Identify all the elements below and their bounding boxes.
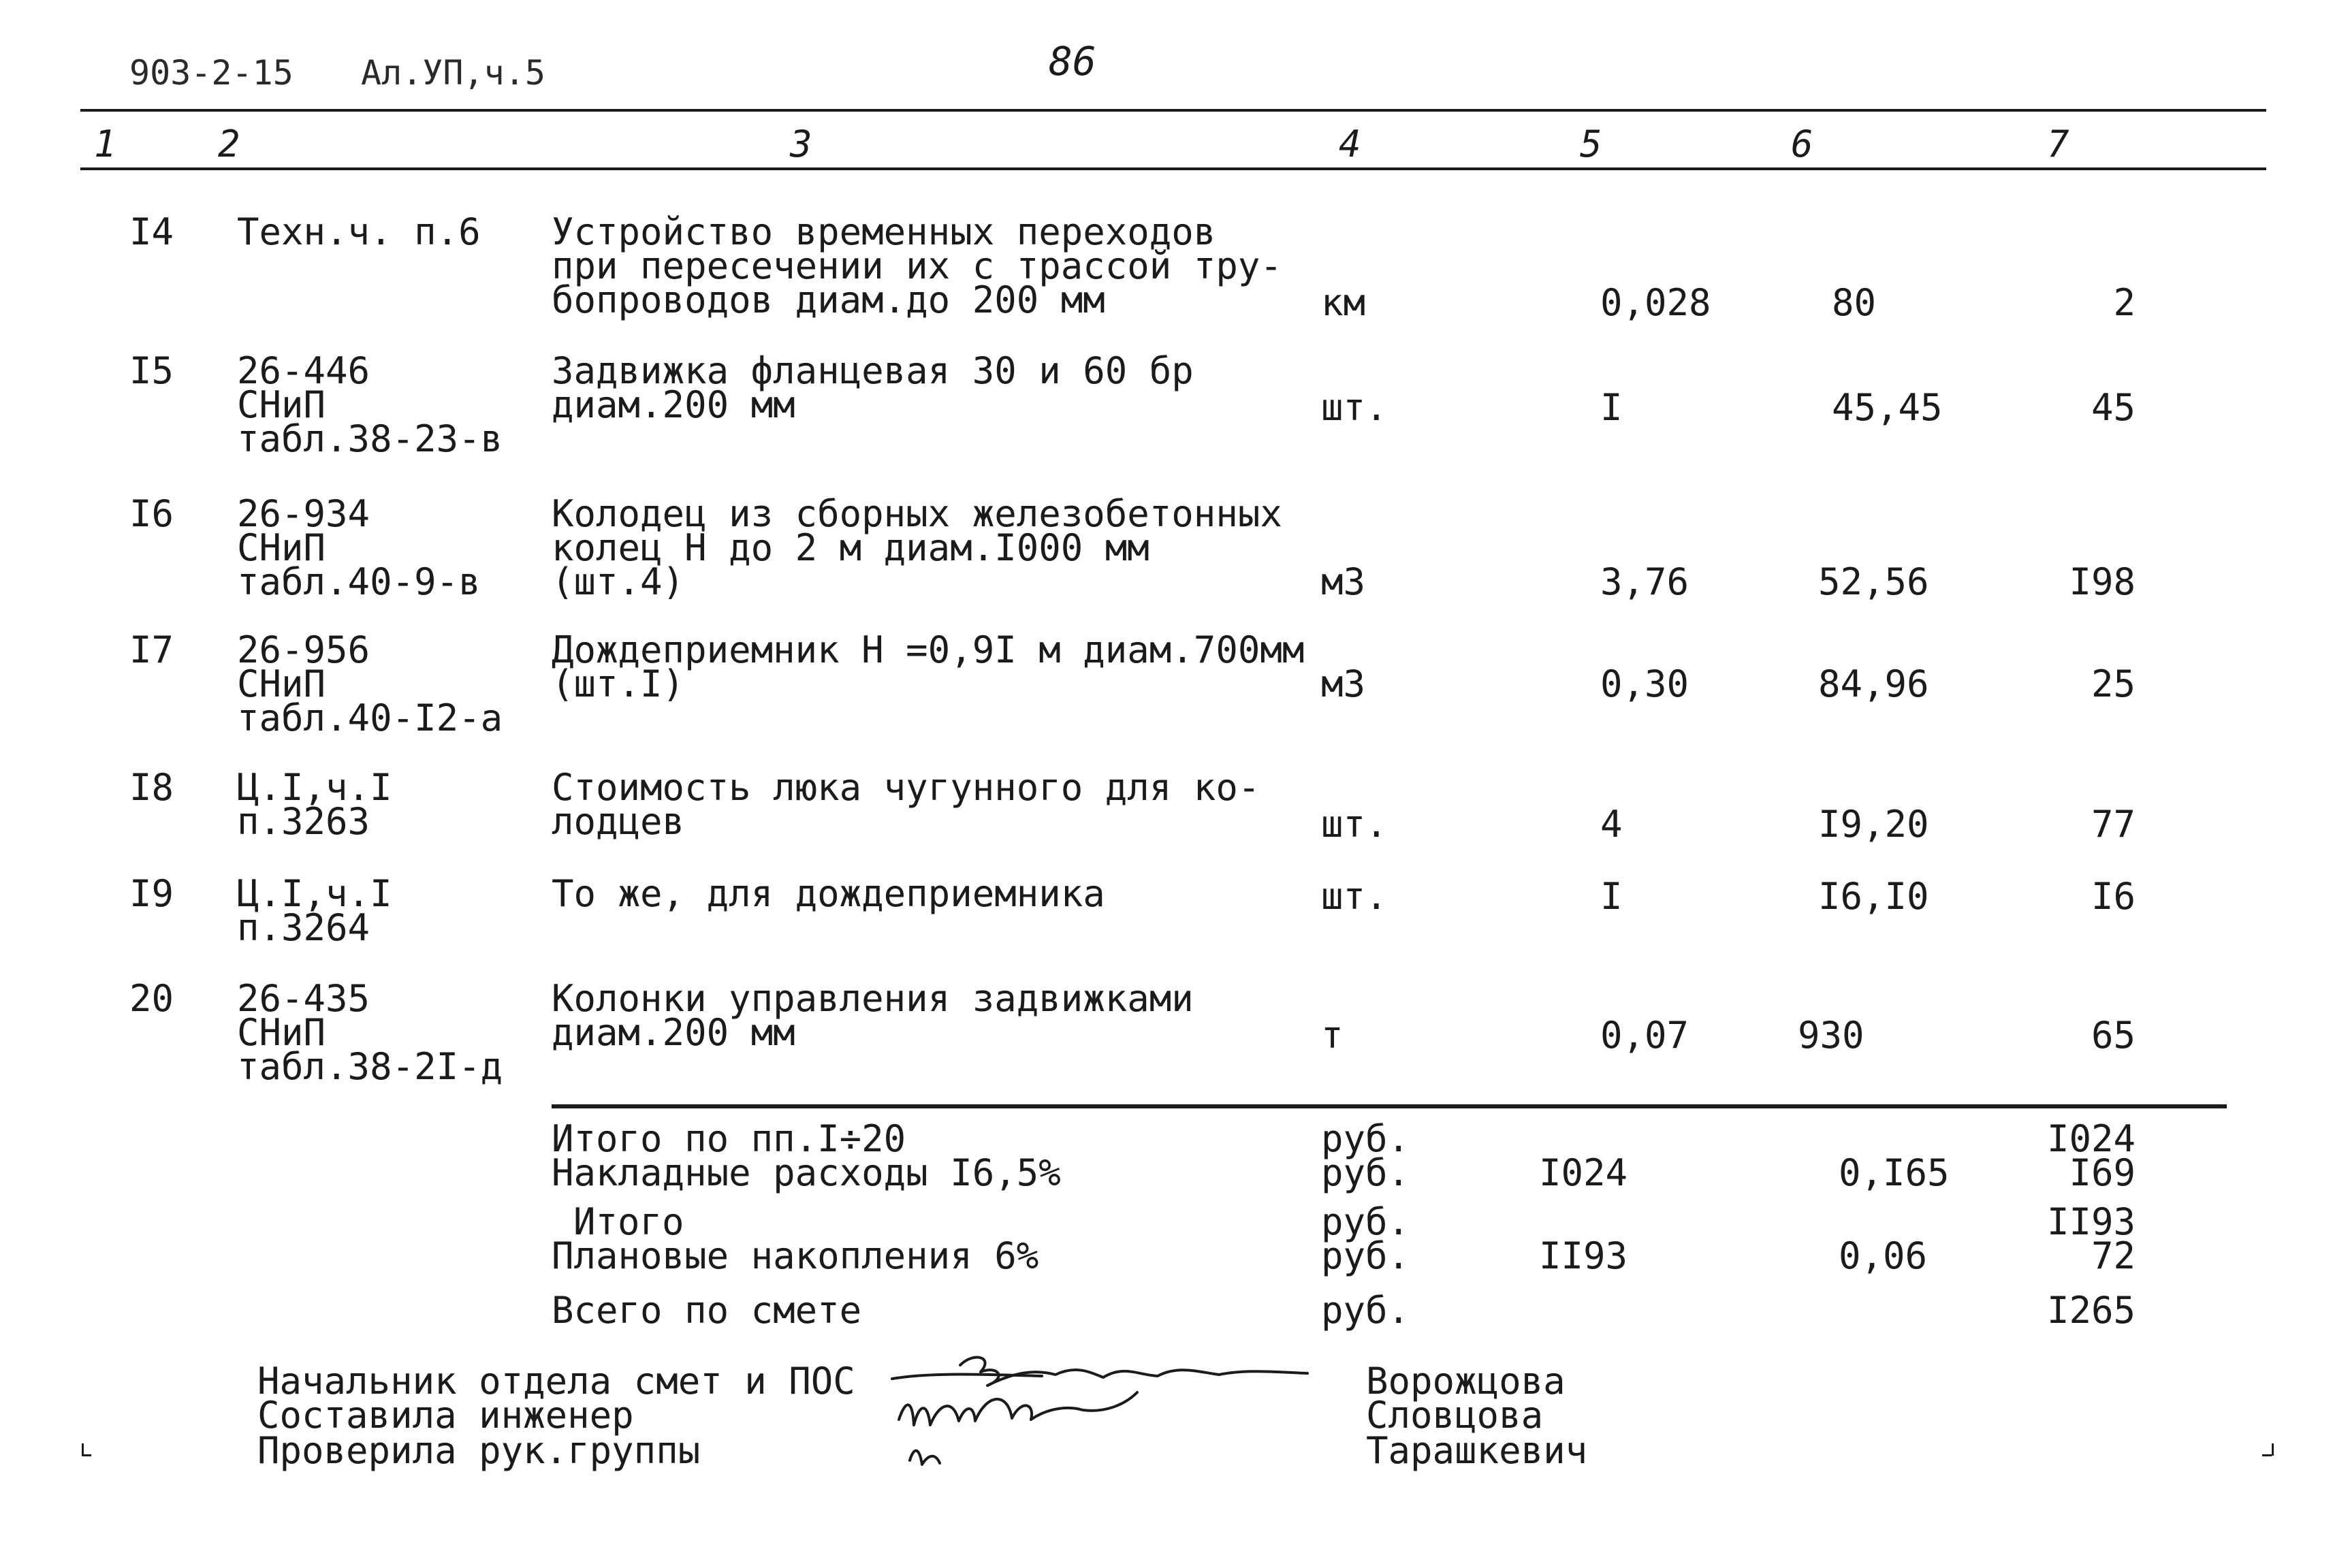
row-code: 26-435 xyxy=(237,977,370,1020)
row-total: 77 xyxy=(2091,803,2136,846)
row-unit: т xyxy=(1321,1014,1344,1057)
row-code: табл.38-2I-д xyxy=(237,1045,503,1088)
row-quantity: 0,30 xyxy=(1600,662,1689,705)
row-total: 65 xyxy=(2091,1014,2136,1057)
row-total: 2 xyxy=(2113,281,2136,324)
row-quantity: 0,07 xyxy=(1600,1014,1689,1057)
summary-base: I024 xyxy=(1539,1151,1628,1194)
signature-role: Составила инженер xyxy=(257,1394,634,1437)
summary-rate: 0,06 xyxy=(1839,1234,1928,1277)
row-number: I5 xyxy=(129,349,174,392)
signature-name: Тарашкевич xyxy=(1366,1429,1588,1472)
header-bottom-rule xyxy=(80,167,2266,170)
document-code: 903-2-15 xyxy=(129,53,293,93)
row-code: п.3264 xyxy=(237,906,370,949)
row-description: Дождеприемник H =0,9I м диам.700мм xyxy=(552,628,1305,671)
signature-stroke-2 xyxy=(960,1358,1307,1386)
album-reference: Ал.УП,ч.5 xyxy=(361,53,545,93)
row-quantity: 4 xyxy=(1600,803,1623,846)
row-quantity: I xyxy=(1600,386,1623,429)
column-number-4: 4 xyxy=(1339,123,1361,165)
signature-stroke-4 xyxy=(910,1451,940,1465)
summary-label: Плановые накопления 6% xyxy=(552,1234,1039,1277)
summary-unit: руб. xyxy=(1321,1117,1410,1160)
summary-unit: руб. xyxy=(1321,1234,1410,1277)
row-quantity: 0,028 xyxy=(1600,281,1711,324)
row-number: I4 xyxy=(129,210,174,253)
row-quantity: 3,76 xyxy=(1600,560,1689,603)
row-unit-price: 52,56 xyxy=(1818,560,1929,603)
summary-total: I024 xyxy=(2046,1117,2136,1160)
row-unit: шт. xyxy=(1321,386,1388,429)
summary-unit: руб. xyxy=(1321,1289,1410,1332)
signature-stroke-3 xyxy=(899,1392,1137,1425)
corner-mark-left-foot xyxy=(82,1454,91,1456)
corner-mark-right-foot xyxy=(2262,1454,2272,1456)
row-description: Задвижка фланцевая 30 и 60 бр xyxy=(552,349,1194,392)
row-code: СНиП xyxy=(237,383,326,426)
summary-total: II93 xyxy=(2046,1200,2136,1243)
column-number-3: 3 xyxy=(790,123,812,165)
row-code: СНиП xyxy=(237,1011,326,1054)
row-code: Ц.I,ч.I xyxy=(237,872,392,915)
summary-unit: руб. xyxy=(1321,1151,1410,1194)
row-description: колец H до 2 м диам.I000 мм xyxy=(552,526,1149,569)
row-description: лодцев xyxy=(552,800,685,843)
summary-label: Итого по пп.I÷20 xyxy=(552,1117,906,1160)
row-code: СНиП xyxy=(237,526,326,569)
row-description: (шт.I) xyxy=(552,662,685,705)
row-description: диам.200 мм xyxy=(552,1011,795,1054)
row-total: I98 xyxy=(2069,560,2136,603)
signature-name: Словцова xyxy=(1366,1394,1544,1437)
row-code: табл.40-9-в xyxy=(237,560,481,603)
row-description: Колодец из сборных железобетонных xyxy=(552,492,1282,535)
row-unit: шт. xyxy=(1321,803,1388,846)
summary-total: 72 xyxy=(2091,1234,2136,1277)
row-unit-price: 930 xyxy=(1798,1014,1864,1057)
row-code: 26-934 xyxy=(237,492,370,535)
row-unit-price: I6,I0 xyxy=(1818,875,1929,918)
row-total: 25 xyxy=(2091,662,2136,705)
column-number-6: 6 xyxy=(1791,123,1813,165)
row-number: I6 xyxy=(129,492,174,535)
row-unit: м3 xyxy=(1321,662,1366,705)
row-number: I8 xyxy=(129,766,174,809)
row-description: бопроводов диам.до 200 мм xyxy=(552,278,1105,321)
row-unit-price: 45,45 xyxy=(1832,386,1943,429)
header-top-rule xyxy=(80,109,2266,112)
row-code: п.3263 xyxy=(237,800,370,843)
row-quantity: I xyxy=(1600,875,1623,918)
row-description: То же, для дождеприемника xyxy=(552,872,1105,915)
row-description: диам.200 мм xyxy=(552,383,795,426)
summary-total: I69 xyxy=(2069,1151,2136,1194)
page-number: 86 xyxy=(1049,38,1096,84)
row-code: табл.38-23-в xyxy=(237,417,503,460)
summary-base: II93 xyxy=(1539,1234,1628,1277)
handwritten-signatures xyxy=(878,1345,1314,1474)
summary-total: I265 xyxy=(2046,1289,2136,1332)
row-unit: км xyxy=(1321,281,1366,324)
row-unit-price: 84,96 xyxy=(1818,662,1929,705)
summary-rate: 0,I65 xyxy=(1839,1151,1950,1194)
row-description: Устройство временных переходов xyxy=(552,210,1216,253)
summary-label: Накладные расходы I6,5% xyxy=(552,1151,1061,1194)
row-unit-price: I9,20 xyxy=(1818,803,1929,846)
row-code: Ц.I,ч.I xyxy=(237,766,392,809)
column-number-5: 5 xyxy=(1580,123,1602,165)
row-number: 20 xyxy=(129,977,174,1020)
row-description: при пересечении их с трассой тру- xyxy=(552,244,1282,287)
row-unit: м3 xyxy=(1321,560,1366,603)
column-number-1: 1 xyxy=(94,123,116,165)
row-code: 26-446 xyxy=(237,349,370,392)
column-number-2: 2 xyxy=(218,123,240,165)
row-total: 45 xyxy=(2091,386,2136,429)
row-code: СНиП xyxy=(237,662,326,705)
row-code: табл.40-I2-а xyxy=(237,697,503,739)
row-total: I6 xyxy=(2091,875,2136,918)
row-unit-price: 80 xyxy=(1832,281,1877,324)
column-number-7: 7 xyxy=(2047,123,2069,165)
summary-rule xyxy=(552,1104,2227,1108)
row-code: 26-956 xyxy=(237,628,370,671)
summary-label: Итого xyxy=(573,1200,684,1243)
row-number: I7 xyxy=(129,628,174,671)
row-description: Колонки управления задвижками xyxy=(552,977,1194,1020)
row-unit: шт. xyxy=(1321,875,1388,918)
row-description: Стоимость люка чугунного для ко- xyxy=(552,766,1260,809)
signature-name: Ворожцова xyxy=(1366,1360,1566,1403)
row-code: Техн.ч. п.6 xyxy=(237,210,481,253)
summary-label: Всего по смете xyxy=(552,1289,862,1332)
signature-role: Начальник отдела смет и ПОС xyxy=(257,1360,855,1403)
signature-role: Проверила рук.группы xyxy=(257,1429,701,1472)
row-description: (шт.4) xyxy=(552,560,685,603)
summary-unit: руб. xyxy=(1321,1200,1410,1243)
corner-mark-right xyxy=(2272,1443,2274,1456)
row-number: I9 xyxy=(129,872,174,915)
